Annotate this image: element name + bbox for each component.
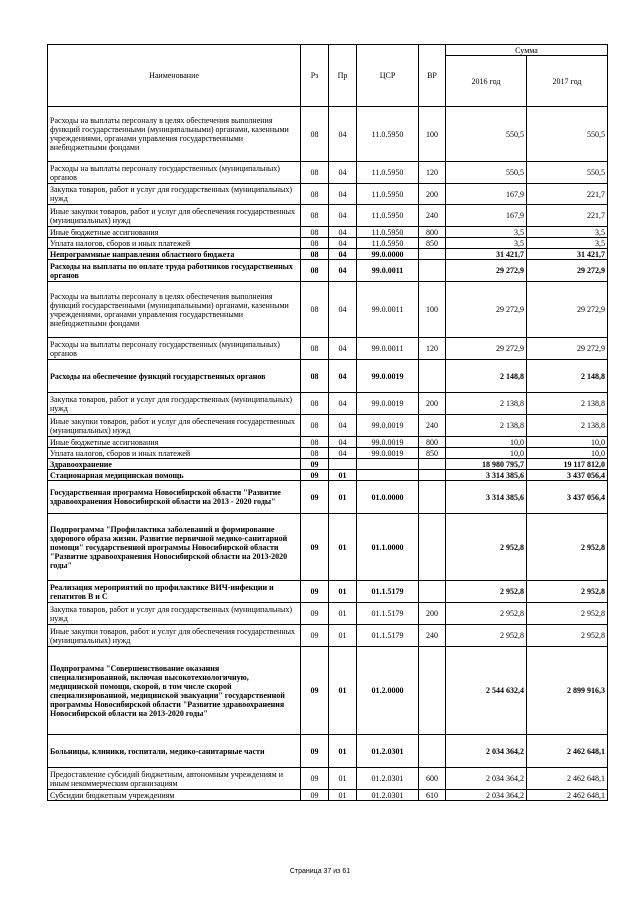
table-row bbox=[48, 227, 608, 238]
row-name: Расходы на выплаты по оплате труда работников государственных органов bbox=[48, 260, 301, 282]
row-vr: 100 bbox=[419, 282, 446, 338]
table-row bbox=[48, 249, 608, 260]
table-row bbox=[48, 282, 608, 338]
row-name: Государственная программа Новосибирской области "Развитие здравоохранения Новосибирской области на 2013 - 2020 годы" bbox=[48, 481, 301, 514]
header-name: Наименование bbox=[48, 45, 301, 107]
header-2016: 2016 год bbox=[446, 56, 527, 107]
row-name: Здравоохранение bbox=[48, 459, 301, 470]
row-rz: 08 bbox=[301, 448, 329, 459]
row-value-2017: 221,7 bbox=[527, 205, 608, 227]
row-value-2017: 2 138,8 bbox=[527, 393, 608, 415]
row-rz: 09 bbox=[301, 481, 329, 514]
row-name: Расходы на выплаты персоналу государственных (муниципальных) органов bbox=[48, 338, 301, 360]
row-value-2017: 31 421,7 bbox=[527, 249, 608, 260]
row-rz: 08 bbox=[301, 205, 329, 227]
row-name: Предоставление субсидий бюджетным, автономным учреждениям и иным некоммерческим организациям bbox=[48, 768, 301, 790]
row-rz: 08 bbox=[301, 107, 329, 162]
row-vr bbox=[419, 735, 446, 768]
table-row bbox=[48, 768, 608, 790]
table-row bbox=[48, 459, 608, 470]
table-body bbox=[48, 107, 608, 801]
row-value-2016: 29 272,9 bbox=[446, 338, 527, 360]
row-csr: 99.0.0011 bbox=[357, 338, 419, 360]
row-value-2017: 550,5 bbox=[527, 162, 608, 184]
row-value-2017: 10,0 bbox=[527, 437, 608, 448]
row-vr: 200 bbox=[419, 603, 446, 625]
row-csr bbox=[357, 470, 419, 481]
row-value-2017: 3,5 bbox=[527, 227, 608, 238]
row-pr: 04 bbox=[329, 338, 357, 360]
row-value-2016: 2 138,8 bbox=[446, 393, 527, 415]
row-pr: 04 bbox=[329, 360, 357, 393]
table-row bbox=[48, 647, 608, 735]
row-pr: 04 bbox=[329, 415, 357, 437]
row-value-2017: 3 437 056,4 bbox=[527, 470, 608, 481]
row-rz: 09 bbox=[301, 768, 329, 790]
row-name: Субсидии бюджетным учреждениям bbox=[48, 790, 301, 801]
row-value-2016: 2 952,8 bbox=[446, 625, 527, 647]
row-value-2017: 550,5 bbox=[527, 107, 608, 162]
row-vr: 800 bbox=[419, 437, 446, 448]
row-pr: 01 bbox=[329, 481, 357, 514]
table-row bbox=[48, 260, 608, 282]
row-rz: 08 bbox=[301, 415, 329, 437]
row-name: Уплата налогов, сборов и иных платежей bbox=[48, 448, 301, 459]
row-csr: 01.2.0301 bbox=[357, 735, 419, 768]
row-value-2016: 2 952,8 bbox=[446, 514, 527, 581]
row-pr: 01 bbox=[329, 647, 357, 735]
row-value-2016: 2 148,8 bbox=[446, 360, 527, 393]
row-value-2017: 3 437 056,4 bbox=[527, 481, 608, 514]
row-name: Реализация мероприятий по профилактике ВИЧ-инфекции и гепатитов В и С bbox=[48, 581, 301, 603]
row-value-2017: 2 462 648,1 bbox=[527, 790, 608, 801]
row-rz: 09 bbox=[301, 470, 329, 481]
row-pr: 04 bbox=[329, 238, 357, 249]
row-pr: 04 bbox=[329, 282, 357, 338]
table-row bbox=[48, 625, 608, 647]
row-vr: 800 bbox=[419, 227, 446, 238]
row-rz: 08 bbox=[301, 260, 329, 282]
table-row bbox=[48, 162, 608, 184]
row-csr: 01.1.0000 bbox=[357, 514, 419, 581]
row-value-2017: 221,7 bbox=[527, 184, 608, 205]
row-value-2016: 167,9 bbox=[446, 184, 527, 205]
table-row bbox=[48, 184, 608, 205]
row-pr: 04 bbox=[329, 107, 357, 162]
row-rz: 08 bbox=[301, 238, 329, 249]
row-rz: 09 bbox=[301, 581, 329, 603]
row-value-2016: 2 138,8 bbox=[446, 415, 527, 437]
row-vr: 120 bbox=[419, 338, 446, 360]
row-value-2017: 29 272,9 bbox=[527, 282, 608, 338]
table-row bbox=[48, 735, 608, 768]
row-rz: 08 bbox=[301, 360, 329, 393]
row-pr: 01 bbox=[329, 514, 357, 581]
row-csr: 11.0.5950 bbox=[357, 227, 419, 238]
row-pr: 01 bbox=[329, 625, 357, 647]
row-value-2016: 10,0 bbox=[446, 448, 527, 459]
row-rz: 08 bbox=[301, 437, 329, 448]
row-value-2017: 2 952,8 bbox=[527, 625, 608, 647]
header-rz: Рз bbox=[301, 45, 329, 107]
row-vr: 120 bbox=[419, 162, 446, 184]
row-name: Иные закупки товаров, работ и услуг для обеспечения государственных (муниципальных) нужд bbox=[48, 625, 301, 647]
row-rz: 09 bbox=[301, 603, 329, 625]
row-value-2017: 2 899 916,3 bbox=[527, 647, 608, 735]
table-row bbox=[48, 415, 608, 437]
row-pr bbox=[329, 459, 357, 470]
page-number: Страница 37 из 61 bbox=[289, 868, 351, 875]
row-value-2016: 2 952,8 bbox=[446, 581, 527, 603]
row-value-2017: 2 148,8 bbox=[527, 360, 608, 393]
row-value-2016: 2 034 364,2 bbox=[446, 768, 527, 790]
header-pr: Пр bbox=[329, 45, 357, 107]
row-name: Закупка товаров, работ и услуг для государственных (муниципальных) нужд bbox=[48, 184, 301, 205]
row-rz: 08 bbox=[301, 338, 329, 360]
row-vr: 600 bbox=[419, 768, 446, 790]
row-rz: 09 bbox=[301, 735, 329, 768]
row-vr bbox=[419, 249, 446, 260]
row-csr: 01.2.0301 bbox=[357, 790, 419, 801]
row-name: Стационарная медицинская помощь bbox=[48, 470, 301, 481]
row-pr: 04 bbox=[329, 184, 357, 205]
row-name: Расходы на обеспечение функций государственных органов bbox=[48, 360, 301, 393]
row-vr bbox=[419, 581, 446, 603]
row-rz: 08 bbox=[301, 184, 329, 205]
row-value-2017: 2 952,8 bbox=[527, 603, 608, 625]
row-csr: 99.0.0000 bbox=[357, 249, 419, 260]
header-csr: ЦСР bbox=[357, 45, 419, 107]
row-name: Непрограммные направления областного бюджета bbox=[48, 249, 301, 260]
table-row bbox=[48, 514, 608, 581]
row-value-2016: 18 980 795,7 bbox=[446, 459, 527, 470]
row-csr: 99.0.0019 bbox=[357, 437, 419, 448]
row-value-2017: 3,5 bbox=[527, 238, 608, 249]
row-rz: 09 bbox=[301, 514, 329, 581]
row-vr bbox=[419, 647, 446, 735]
row-rz: 08 bbox=[301, 282, 329, 338]
row-name: Иные бюджетные ассигнования bbox=[48, 227, 301, 238]
row-value-2016: 550,5 bbox=[446, 107, 527, 162]
row-value-2017: 29 272,9 bbox=[527, 338, 608, 360]
row-name: Закупка товаров, работ и услуг для государственных (муниципальных) нужд bbox=[48, 393, 301, 415]
row-value-2016: 2 034 364,2 bbox=[446, 735, 527, 768]
row-csr: 99.0.0019 bbox=[357, 415, 419, 437]
row-csr: 99.0.0019 bbox=[357, 448, 419, 459]
row-value-2017: 2 138,8 bbox=[527, 415, 608, 437]
row-csr: 99.0.0019 bbox=[357, 360, 419, 393]
row-pr: 01 bbox=[329, 768, 357, 790]
row-vr bbox=[419, 360, 446, 393]
row-value-2016: 3 314 385,6 bbox=[446, 470, 527, 481]
row-name: Закупка товаров, работ и услуг для государственных (муниципальных) нужд bbox=[48, 603, 301, 625]
row-csr: 11.0.5950 bbox=[357, 107, 419, 162]
row-csr: 11.0.5950 bbox=[357, 238, 419, 249]
row-value-2017: 19 117 812,0 bbox=[527, 459, 608, 470]
row-pr: 04 bbox=[329, 437, 357, 448]
row-value-2017: 29 272,9 bbox=[527, 260, 608, 282]
budget-table bbox=[47, 44, 608, 801]
row-name: Уплата налогов, сборов и иных платежей bbox=[48, 238, 301, 249]
row-pr: 01 bbox=[329, 790, 357, 801]
row-value-2016: 167,9 bbox=[446, 205, 527, 227]
table-row bbox=[48, 205, 608, 227]
row-name: Расходы на выплаты персоналу государственных (муниципальных) органов bbox=[48, 162, 301, 184]
row-value-2016: 3,5 bbox=[446, 238, 527, 249]
row-pr: 01 bbox=[329, 470, 357, 481]
row-vr: 240 bbox=[419, 625, 446, 647]
row-vr: 240 bbox=[419, 205, 446, 227]
table-row bbox=[48, 470, 608, 481]
table-row bbox=[48, 393, 608, 415]
row-vr: 240 bbox=[419, 415, 446, 437]
row-csr: 01.1.5179 bbox=[357, 625, 419, 647]
row-pr: 04 bbox=[329, 227, 357, 238]
table-row bbox=[48, 338, 608, 360]
row-csr: 01.2.0301 bbox=[357, 768, 419, 790]
row-pr: 01 bbox=[329, 603, 357, 625]
row-csr: 01.2.0000 bbox=[357, 647, 419, 735]
row-name: Расходы на выплаты персоналу в целях обеспечения выполнения функций государственными (муниципальными) органами, казенными учреждениями, органами управления государственными внебюджетными фондами bbox=[48, 107, 301, 162]
table-row bbox=[48, 481, 608, 514]
row-csr: 01.1.5179 bbox=[357, 581, 419, 603]
row-pr: 04 bbox=[329, 249, 357, 260]
row-vr: 100 bbox=[419, 107, 446, 162]
row-csr: 11.0.5950 bbox=[357, 162, 419, 184]
row-rz: 09 bbox=[301, 647, 329, 735]
row-value-2017: 10,0 bbox=[527, 448, 608, 459]
row-value-2017: 2 952,8 bbox=[527, 514, 608, 581]
row-name: Больницы, клиники, госпитали, медико-санитарные части bbox=[48, 735, 301, 768]
row-rz: 08 bbox=[301, 249, 329, 260]
table-row bbox=[48, 437, 608, 448]
row-value-2016: 2 544 632,4 bbox=[446, 647, 527, 735]
row-csr: 99.0.0019 bbox=[357, 393, 419, 415]
row-pr: 04 bbox=[329, 393, 357, 415]
row-rz: 09 bbox=[301, 625, 329, 647]
table-row bbox=[48, 581, 608, 603]
table-row bbox=[48, 238, 608, 249]
row-name: Расходы на выплаты персоналу в целях обеспечения выполнения функций государственными (муниципальными) органами, казенными учреждениями, органами управления государственными внебюджетными фондами bbox=[48, 282, 301, 338]
row-name: Иные закупки товаров, работ и услуг для обеспечения государственных (муниципальных) нужд bbox=[48, 415, 301, 437]
row-pr: 04 bbox=[329, 448, 357, 459]
row-value-2016: 29 272,9 bbox=[446, 282, 527, 338]
row-vr bbox=[419, 260, 446, 282]
row-vr: 610 bbox=[419, 790, 446, 801]
row-pr: 04 bbox=[329, 260, 357, 282]
row-rz: 09 bbox=[301, 790, 329, 801]
row-name: Подпрограмма "Совершенствование оказания специализированной, включая высокотехнологичную, медицинской помощи, скорой, в том числе скорой специализированной, медицинской эвакуации" государственной программы Новосибирской области "Развитие здравоохранения Новосибирской области на 2013-2020 годы" bbox=[48, 647, 301, 735]
row-name: Иные бюджетные ассигнования bbox=[48, 437, 301, 448]
row-value-2017: 2 952,8 bbox=[527, 581, 608, 603]
row-value-2017: 2 462 648,1 bbox=[527, 735, 608, 768]
table-row bbox=[48, 790, 608, 801]
row-value-2016: 3 314 385,6 bbox=[446, 481, 527, 514]
row-value-2016: 550,5 bbox=[446, 162, 527, 184]
table-row bbox=[48, 107, 608, 162]
row-value-2016: 2 034 364,2 bbox=[446, 790, 527, 801]
row-csr bbox=[357, 459, 419, 470]
row-vr: 200 bbox=[419, 184, 446, 205]
row-rz: 08 bbox=[301, 393, 329, 415]
table-row bbox=[48, 448, 608, 459]
row-pr: 01 bbox=[329, 581, 357, 603]
row-pr: 04 bbox=[329, 205, 357, 227]
row-csr: 99.0.0011 bbox=[357, 260, 419, 282]
row-rz: 08 bbox=[301, 162, 329, 184]
row-name: Подпрограмма "Профилактика заболеваний и формирование здорового образа жизни. Развитие первичной медико-санитарной помощи" государственной программы Новосибирской области "Развитие здравоохранения Новосибирской области на 2013-2020 годы" bbox=[48, 514, 301, 581]
row-vr bbox=[419, 459, 446, 470]
row-rz: 09 bbox=[301, 459, 329, 470]
row-name: Иные закупки товаров, работ и услуг для обеспечения государственных (муниципальных) нужд bbox=[48, 205, 301, 227]
row-value-2016: 31 421,7 bbox=[446, 249, 527, 260]
row-csr: 99.0.0011 bbox=[357, 282, 419, 338]
table-row bbox=[48, 603, 608, 625]
header-2017: 2017 год bbox=[527, 56, 608, 107]
table-row bbox=[48, 360, 608, 393]
row-rz: 08 bbox=[301, 227, 329, 238]
row-vr: 200 bbox=[419, 393, 446, 415]
row-pr: 01 bbox=[329, 735, 357, 768]
row-csr: 11.0.5950 bbox=[357, 184, 419, 205]
row-vr bbox=[419, 470, 446, 481]
header-vr: ВР bbox=[419, 45, 446, 107]
row-csr: 11.0.5950 bbox=[357, 205, 419, 227]
row-value-2016: 2 952,8 bbox=[446, 603, 527, 625]
row-vr: 850 bbox=[419, 448, 446, 459]
row-value-2017: 2 462 648,1 bbox=[527, 768, 608, 790]
row-value-2016: 10,0 bbox=[446, 437, 527, 448]
header-sum: Сумма bbox=[446, 45, 608, 56]
row-csr: 01.0.0000 bbox=[357, 481, 419, 514]
row-vr bbox=[419, 514, 446, 581]
row-vr: 850 bbox=[419, 238, 446, 249]
row-vr bbox=[419, 481, 446, 514]
row-value-2016: 29 272,9 bbox=[446, 260, 527, 282]
row-value-2016: 3,5 bbox=[446, 227, 527, 238]
row-pr: 04 bbox=[329, 162, 357, 184]
row-csr: 01.1.5179 bbox=[357, 603, 419, 625]
